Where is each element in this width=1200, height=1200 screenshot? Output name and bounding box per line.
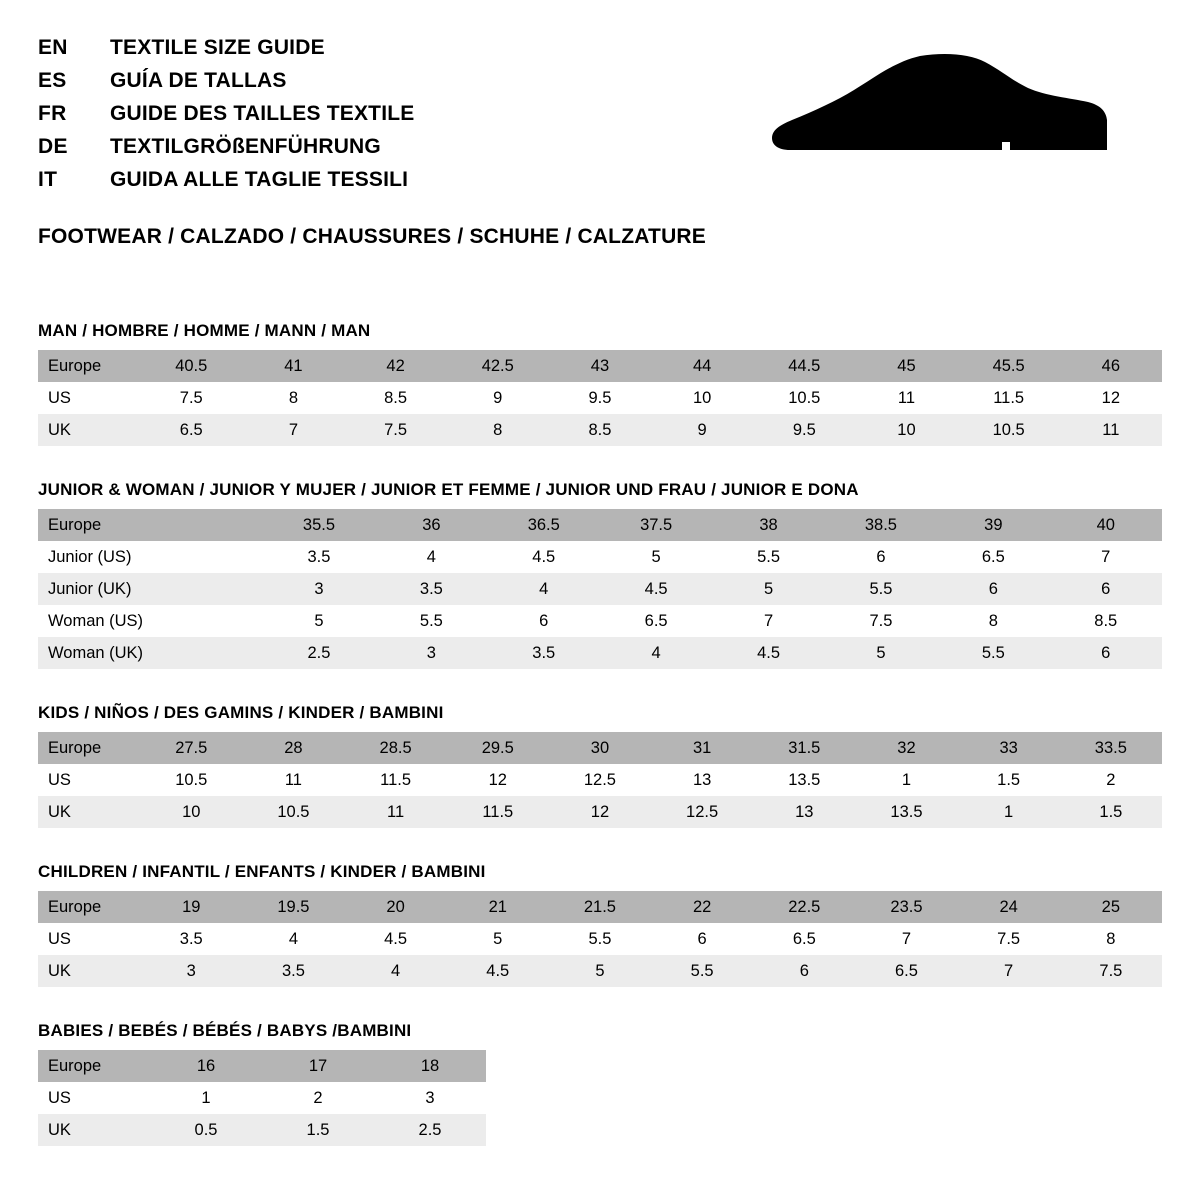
- table-row: [38, 382, 1162, 414]
- table-cell: 10.5: [753, 382, 855, 414]
- table-cell: 35.5: [263, 509, 375, 541]
- table-cell: 10: [140, 796, 242, 828]
- table-row: [38, 891, 1162, 923]
- table-row: [38, 509, 1162, 541]
- table-cell: 12: [549, 796, 651, 828]
- table-cell: 8: [447, 414, 549, 446]
- table-cell: 13.5: [855, 796, 957, 828]
- table-cell: 42: [345, 350, 447, 382]
- table-cell: 7.5: [345, 414, 447, 446]
- page-header: [38, 36, 1162, 201]
- table-cell: 6: [1050, 637, 1162, 669]
- table-cell: 19: [140, 891, 242, 923]
- table-cell: 1.5: [1060, 796, 1162, 828]
- table-cell: 6: [937, 573, 1049, 605]
- table-cell: 12: [1060, 382, 1162, 414]
- table-cell: 3.5: [375, 573, 487, 605]
- table-row: [38, 350, 1162, 382]
- row-label: Europe: [38, 1050, 150, 1082]
- size-table: [38, 891, 1162, 987]
- language-row: [38, 69, 414, 102]
- section-kids: [38, 703, 1162, 828]
- table-cell: 8.5: [345, 382, 447, 414]
- table-cell: 17: [262, 1050, 374, 1082]
- table-cell: 6: [825, 541, 937, 573]
- table-cell: 21.5: [549, 891, 651, 923]
- table-cell: 46: [1060, 350, 1162, 382]
- table-cell: 9: [447, 382, 549, 414]
- section-title: BABIES / BEBÉS / BÉBÉS / BABYS /BAMBINI: [38, 1021, 412, 1040]
- table-cell: 5: [825, 637, 937, 669]
- language-code: EN: [38, 36, 68, 59]
- table-cell: 3.5: [242, 955, 344, 987]
- table-cell: 41: [242, 350, 344, 382]
- table-cell: 12.5: [549, 764, 651, 796]
- language-row: [38, 102, 414, 135]
- language-title: TEXTILE SIZE GUIDE: [110, 36, 325, 59]
- table-cell: 31: [651, 732, 753, 764]
- table-cell: 3.5: [488, 637, 600, 669]
- table-cell: 5: [600, 541, 712, 573]
- table-cell: 10.5: [242, 796, 344, 828]
- row-label: Woman (UK): [38, 637, 150, 669]
- language-code: IT: [38, 168, 58, 191]
- table-row: [38, 1082, 486, 1114]
- table-cell: 11: [345, 796, 447, 828]
- table-row: [38, 541, 1162, 573]
- table-cell: 11.5: [447, 796, 549, 828]
- table-cell: 31.5: [753, 732, 855, 764]
- table-row: [38, 1050, 486, 1082]
- table-cell: 7: [242, 414, 344, 446]
- table-cell: 39: [937, 509, 1049, 541]
- table-cell: 13.5: [753, 764, 855, 796]
- table-cell: 7: [855, 923, 957, 955]
- table-cell: 7.5: [958, 923, 1060, 955]
- table-cell: 7: [958, 955, 1060, 987]
- table-row: [38, 955, 1162, 987]
- row-label: Europe: [38, 350, 140, 382]
- language-row: [38, 135, 414, 168]
- table-cell: 3: [374, 1082, 486, 1114]
- table-cell: 5.5: [651, 955, 753, 987]
- table-cell: 36: [375, 509, 487, 541]
- table-cell: 8.5: [1050, 605, 1162, 637]
- size-table: [38, 350, 1162, 446]
- table-cell: 4.5: [600, 573, 712, 605]
- row-label: Europe: [38, 509, 150, 541]
- table-cell: 6: [488, 605, 600, 637]
- table-cell: 30: [549, 732, 651, 764]
- table-cell: 25: [1060, 891, 1162, 923]
- section-children: [38, 862, 1162, 987]
- size-table: [38, 732, 1162, 828]
- section-junior-woman: [38, 480, 1162, 669]
- table-cell: 5.5: [549, 923, 651, 955]
- table-cell: 5: [447, 923, 549, 955]
- table-cell: 32: [855, 732, 957, 764]
- table-cell: 12.5: [651, 796, 753, 828]
- table-cell: 2: [1060, 764, 1162, 796]
- table-cell: 33: [958, 732, 1060, 764]
- table-cell: 7.5: [825, 605, 937, 637]
- table-cell: 43: [549, 350, 651, 382]
- table-cell: 3.5: [263, 541, 375, 573]
- table-cell: 6: [753, 955, 855, 987]
- language-code: FR: [38, 102, 67, 125]
- table-cell: 19.5: [242, 891, 344, 923]
- row-label: US: [38, 1082, 150, 1114]
- table-cell: 4.5: [488, 541, 600, 573]
- row-label: UK: [38, 955, 140, 987]
- table-cell: 5.5: [712, 541, 824, 573]
- category-title: FOOTWEAR / CALZADO / CHAUSSURES / SCHUHE / CALZATURE: [38, 225, 707, 248]
- dress-shoe-icon: [770, 46, 1110, 191]
- table-cell: 16: [150, 1050, 262, 1082]
- table-cell: 0.5: [150, 1114, 262, 1146]
- section-title: KIDS / NIÑOS / DES GAMINS / KINDER / BAMBINI: [38, 703, 444, 722]
- language-title: GUÍA DE TALLAS: [110, 69, 287, 92]
- table-cell: 29.5: [447, 732, 549, 764]
- table-row: [38, 796, 1162, 828]
- table-row: [38, 637, 1162, 669]
- section-babies: [38, 1021, 1162, 1146]
- row-label: Europe: [38, 891, 140, 923]
- table-cell: 11: [1060, 414, 1162, 446]
- table-cell: 13: [651, 764, 753, 796]
- table-cell: 7: [1050, 541, 1162, 573]
- row-label: UK: [38, 1114, 150, 1146]
- table-cell: 4: [345, 955, 447, 987]
- table-cell: 3.5: [140, 923, 242, 955]
- row-label: US: [38, 923, 140, 955]
- table-row: [38, 764, 1162, 796]
- language-title: TEXTILGRÖßENFÜHRUNG: [110, 135, 381, 158]
- table-cell: 20: [345, 891, 447, 923]
- language-code: DE: [38, 135, 68, 158]
- row-label: Junior (US): [38, 541, 150, 573]
- table-cell: 10: [855, 414, 957, 446]
- table-cell: 40: [1050, 509, 1162, 541]
- table-cell: 6.5: [600, 605, 712, 637]
- table-row: [38, 923, 1162, 955]
- table-cell: 24: [958, 891, 1060, 923]
- table-cell: 4.5: [345, 923, 447, 955]
- language-code: ES: [38, 69, 67, 92]
- table-cell: 4: [488, 573, 600, 605]
- table-cell: 1: [855, 764, 957, 796]
- table-row: [38, 573, 1162, 605]
- row-label: US: [38, 382, 140, 414]
- table-cell: 10.5: [140, 764, 242, 796]
- table-cell: 7.5: [140, 382, 242, 414]
- table-cell: 4.5: [712, 637, 824, 669]
- table-cell: 18: [374, 1050, 486, 1082]
- table-cell: 11.5: [345, 764, 447, 796]
- size-table: [38, 509, 1162, 669]
- table-cell: 1: [150, 1082, 262, 1114]
- table-cell: 6.5: [855, 955, 957, 987]
- table-cell: 22: [651, 891, 753, 923]
- table-cell: 44.5: [753, 350, 855, 382]
- table-cell: 3: [263, 573, 375, 605]
- table-cell: 5.5: [937, 637, 1049, 669]
- section-title: MAN / HOMBRE / HOMME / MANN / MAN: [38, 321, 371, 340]
- table-cell: 11: [855, 382, 957, 414]
- table-cell: 28.5: [345, 732, 447, 764]
- table-cell: [150, 509, 262, 541]
- table-cell: 9: [651, 414, 753, 446]
- section-title: CHILDREN / INFANTIL / ENFANTS / KINDER / BAMBINI: [38, 862, 486, 881]
- table-cell: 1.5: [262, 1114, 374, 1146]
- table-cell: 2.5: [374, 1114, 486, 1146]
- table-cell: 22.5: [753, 891, 855, 923]
- table-cell: 8.5: [549, 414, 651, 446]
- language-row: [38, 168, 414, 201]
- row-label: US: [38, 764, 140, 796]
- table-cell: 2.5: [263, 637, 375, 669]
- table-cell: 6: [651, 923, 753, 955]
- language-row: [38, 36, 414, 69]
- table-cell: 23.5: [855, 891, 957, 923]
- table-cell: 27.5: [140, 732, 242, 764]
- table-cell: 5: [549, 955, 651, 987]
- table-cell: 10: [651, 382, 753, 414]
- table-cell: [150, 605, 262, 637]
- table-cell: 1.5: [958, 764, 1060, 796]
- row-label: Junior (UK): [38, 573, 150, 605]
- table-cell: 5.5: [375, 605, 487, 637]
- table-cell: 6.5: [140, 414, 242, 446]
- table-cell: 8: [242, 382, 344, 414]
- table-row: [38, 414, 1162, 446]
- table-cell: 9.5: [753, 414, 855, 446]
- table-cell: 3: [140, 955, 242, 987]
- table-cell: 4: [242, 923, 344, 955]
- row-label: UK: [38, 414, 140, 446]
- table-cell: 33.5: [1060, 732, 1162, 764]
- table-cell: 5: [263, 605, 375, 637]
- table-cell: 5.5: [825, 573, 937, 605]
- table-cell: 10.5: [958, 414, 1060, 446]
- table-row: [38, 1114, 486, 1146]
- row-label: Europe: [38, 732, 140, 764]
- row-label: Woman (US): [38, 605, 150, 637]
- table-cell: 6: [1050, 573, 1162, 605]
- table-cell: 38: [712, 509, 824, 541]
- table-cell: 11.5: [958, 382, 1060, 414]
- table-cell: 42.5: [447, 350, 549, 382]
- table-cell: 7: [712, 605, 824, 637]
- language-title: GUIDA ALLE TAGLIE TESSILI: [110, 168, 409, 191]
- table-cell: 21: [447, 891, 549, 923]
- table-cell: [150, 573, 262, 605]
- size-table: [38, 1050, 486, 1146]
- table-cell: 44: [651, 350, 753, 382]
- table-cell: 3: [375, 637, 487, 669]
- table-cell: 6.5: [753, 923, 855, 955]
- section-title: JUNIOR & WOMAN / JUNIOR Y MUJER / JUNIOR ET FEMME / JUNIOR UND FRAU / JUNIOR E DONA: [38, 480, 859, 499]
- table-cell: 40.5: [140, 350, 242, 382]
- language-title: GUIDE DES TAILLES TEXTILE: [110, 102, 415, 125]
- table-cell: [150, 637, 262, 669]
- table-cell: 45: [855, 350, 957, 382]
- table-cell: 9.5: [549, 382, 651, 414]
- table-cell: 5: [712, 573, 824, 605]
- table-row: [38, 732, 1162, 764]
- language-title-list: [38, 36, 414, 201]
- table-cell: 37.5: [600, 509, 712, 541]
- row-label: UK: [38, 796, 140, 828]
- section-man: [38, 321, 1162, 446]
- table-cell: [150, 541, 262, 573]
- table-cell: 7.5: [1060, 955, 1162, 987]
- table-cell: 13: [753, 796, 855, 828]
- table-cell: 11: [242, 764, 344, 796]
- table-cell: 38.5: [825, 509, 937, 541]
- table-cell: 45.5: [958, 350, 1060, 382]
- table-cell: 8: [937, 605, 1049, 637]
- table-row: [38, 605, 1162, 637]
- table-cell: 4: [375, 541, 487, 573]
- table-cell: 36.5: [488, 509, 600, 541]
- table-cell: 6.5: [937, 541, 1049, 573]
- table-cell: 12: [447, 764, 549, 796]
- table-cell: 28: [242, 732, 344, 764]
- table-cell: 8: [1060, 923, 1162, 955]
- table-cell: 1: [958, 796, 1060, 828]
- table-cell: 4: [600, 637, 712, 669]
- table-cell: 4.5: [447, 955, 549, 987]
- table-cell: 2: [262, 1082, 374, 1114]
